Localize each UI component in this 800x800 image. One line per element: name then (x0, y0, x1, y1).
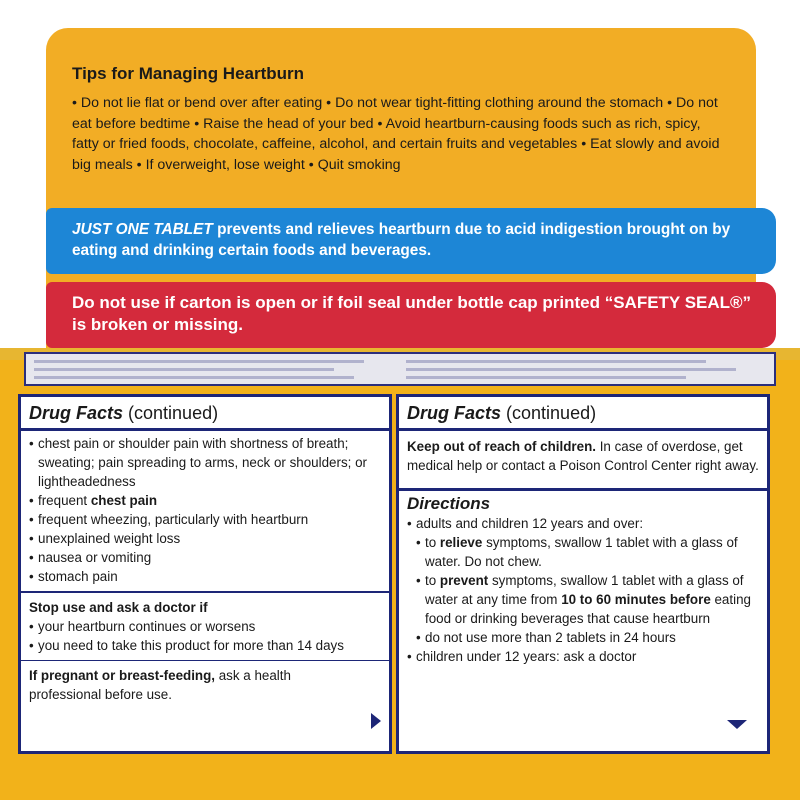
list-item: • do not use more than 2 tablets in 24 hours (416, 628, 759, 647)
blue-claim-text (72, 219, 762, 261)
keep-out-section (399, 431, 767, 478)
list-item: • stomach pain (29, 567, 381, 586)
blurred-line (34, 360, 364, 363)
tips-title: Tips for Managing Heartburn (72, 64, 305, 83)
tips-body: • Do not lie flat or bend over after eating • Do not wear tight-fitting clothing around the stomach • Do not eat before bedtime • Raise the head of your bed • Avoid heartburn-causing foods such as rich, spicy, fatty or fried foods, chocolate, caffeine, alcohol, and certain fruits and vegetables • Eat slowly and avoid big meals • If overweight, lose weight • Quit smoking (72, 95, 720, 173)
pregnancy-bold: If pregnant or breast-feeding, (29, 668, 215, 683)
drug-facts-panel-left (18, 394, 392, 754)
divider (21, 660, 389, 662)
blurred-line (34, 368, 334, 371)
list-item (416, 533, 759, 571)
keep-out-text (407, 437, 759, 475)
blue-claim-band (46, 208, 776, 274)
list-item: • your heartburn continues or worsens (29, 617, 381, 636)
bold-span: prevent (439, 573, 489, 588)
drug-facts-heading: Drug Facts (407, 403, 502, 423)
keep-out-bold: Keep out of reach of children. (407, 439, 596, 454)
bold-span: relieve (439, 535, 483, 550)
stop-use-section (21, 595, 389, 658)
blurred-line (406, 360, 706, 363)
list-item-text: frequent (38, 493, 91, 508)
blurred-line (406, 368, 736, 371)
keep-out-rest: In case of overdose, get medical help or contact a Poison Control Center right away. (407, 439, 759, 473)
pregnancy-rest: ask a health professional before use. (29, 668, 291, 702)
directions-list (399, 514, 767, 669)
list-item: • children under 12 years: ask a doctor (407, 647, 759, 666)
safety-seal-warning: Do not use if carton is open or if foil seal under bottle cap printed “SAFETY SEAL®” is broken or missing. (72, 293, 752, 334)
text-span: to (425, 535, 440, 550)
continue-arrow-icon (371, 713, 381, 729)
list-item (416, 571, 759, 628)
drug-facts-heading: Drug Facts (29, 403, 124, 423)
list-item (29, 491, 381, 510)
continued-label: (continued) (501, 403, 597, 423)
directions-title: Directions (407, 494, 491, 513)
list-item: • unexplained weight loss (29, 529, 381, 548)
stop-use-title: Stop use and ask a doctor if (29, 599, 208, 615)
claim-lead: JUST ONE TABLET (72, 221, 213, 238)
claim-text: prevents and relieves heartburn due to acid indigestion brought on by eating and drinking certain foods and beverages. (72, 221, 731, 259)
drug-facts-panel-right (396, 394, 770, 754)
drug-facts-title (399, 397, 767, 428)
bold-span: 10 to 60 minutes before (561, 592, 711, 607)
continue-down-arrow-icon (727, 720, 747, 729)
list-item: • frequent wheezing, particularly with heartburn (29, 510, 381, 529)
list-item: • adults and children 12 years and over: (407, 514, 759, 533)
list-item: • chest pain or shoulder pain with shortness of breath; sweating; pain spreading to arms, neck or shoulders; or lightheadedness (29, 434, 381, 491)
blurred-label-strip (24, 352, 776, 386)
blurred-line (34, 376, 354, 379)
text-span: symptoms, swallow 1 tablet with a glass of water at any time from (425, 573, 744, 607)
text-span: symptoms, swallow 1 tablet with a glass of water. Do not chew. (425, 535, 738, 569)
list-item: • nausea or vomiting (29, 548, 381, 567)
pregnancy-text (29, 666, 359, 704)
blurred-line (406, 376, 686, 379)
text-span: to (425, 573, 440, 588)
list-item: • you need to take this product for more than 14 days (29, 636, 381, 655)
red-warning-band (46, 282, 776, 348)
symptom-list (21, 431, 389, 589)
drug-facts-title (21, 397, 389, 428)
continued-label: (continued) (123, 403, 219, 423)
list-item-bold: chest pain (90, 493, 158, 508)
text-span: eating food or drinking beverages that cause heartburn (425, 592, 751, 626)
pregnancy-section (21, 663, 389, 707)
divider (21, 591, 389, 593)
